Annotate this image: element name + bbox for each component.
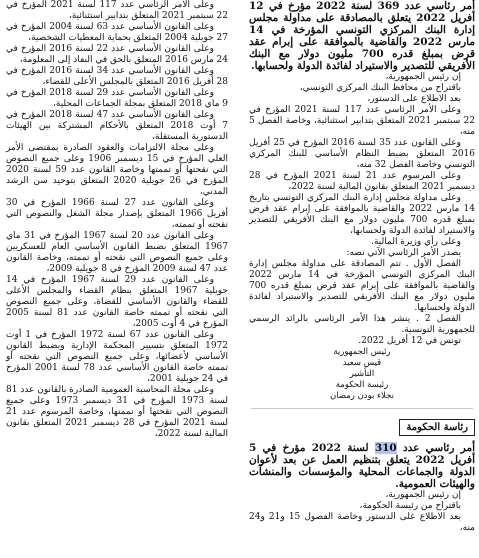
decree-369-preamble-6: وعلى المرسوم عدد 21 لسنة 2021 المؤرخ في 28 ديسمبر 2021 المتعلق بقانون المالية لسنة 2022، xyxy=(249,171,475,192)
decree-369-article-1: الفصل الأول . تتم المصادقة على مداولة مجلس إدارة البنك المركزي التونسي المؤرخة في 14 مارس 2022 والقاضية بالموافقة على إبرام عقد قرض بمبلغ قدره 700 مليون دولار مع البنك الأفريقي للتصدير والاستيراد لفائدة الدولة ولحسابها. xyxy=(249,259,475,313)
decree-369-preamble-4: وعلى الأمر الرئاسي عدد 117 لسنة 2021 المؤرخ في 22 سبتمبر 2021 المتعلق بتدابير استثنائية، وخاصة الفصل 5 منه، xyxy=(249,105,475,137)
decree-310-preamble-1: إن رئيس الجمهورية، xyxy=(385,490,461,500)
countersign-name: نجلاء بودن رمضان xyxy=(330,391,394,401)
countersign-label: التأشير xyxy=(349,369,375,379)
legal-reference: وعلى القانون عدد 67 لسنة 1972 المؤرخ في 1 أوت 1972 المتعلق بتسيير المحكمة الإدارية وبضبط القانون الأساسي لأعضائها، وعلى جميع النصوص التي نقحته أو تممته خاصة القانون الأساسي عدد 78 لسنة 2001 المؤرخ في 24 جويلية 2001، xyxy=(6,330,228,384)
decree-310-continued xyxy=(6,0,228,440)
decree-369 xyxy=(249,0,475,402)
legal-reference: وعلى القانون عدد 29 لسنة 1967 المؤرخ في 14 جويلية 1967 المتعلق بنظام القضاء والمجلس الأعلى للقضاء والقانون الأساسي للقضاة، وعلى جميع النصوص التي نقحته أو تممته خاصة القانون عدد 81 لسنة 2005 المؤرخ في 4 أوت 2005، xyxy=(6,275,228,329)
decree-369-date: تونس في 12 أفريل 2022. xyxy=(358,336,461,346)
left-column xyxy=(2,0,232,558)
decree-310-title xyxy=(249,442,475,490)
decree-310-number-highlight: 310 xyxy=(374,442,397,454)
legal-reference: وعلى القانون الأساسي عدد 63 لسنة 2004 المؤرخ في 27 جويلية 2004 المتعلق بحماية المعطيات الشخصية، xyxy=(6,22,228,43)
right-column xyxy=(245,0,479,558)
section-header xyxy=(249,415,475,442)
legal-reference: وعلى القانون الأساسي عدد 22 لسنة 2016 المؤرخ في 24 مارس 2016 المتعلق بالحق في النفاذ إلى المعلومة، xyxy=(6,44,228,65)
decree-369-preamble-2: باقتراح من محافظ البنك المركزي التونسي، xyxy=(299,83,461,93)
legal-reference: وعلى القانون الأساسي عدد 29 لسنة 2018 المؤرخ في 9 ماي 2018 المتعلق بمجلة الجماعات المحلية، xyxy=(6,88,228,109)
decree-369-preamble-9: يصدر الأمر الرئاسي الآتي نصه: xyxy=(346,248,461,258)
countersign-title: رئيسة الحكومة xyxy=(335,380,389,390)
decree-369-article-2: الفصل 2 . ينشر هذا الأمر الرئاسي بالرائد الرسمي للجمهورية التونسية. xyxy=(249,314,475,335)
decree-369-preamble-5: وعلى القانون عدد 35 لسنة 2016 المؤرخ في 25 أفريل 2016 المتعلق بضبط النظام الأساسي للبنك المركزي التونسي وخاصة الفصل 32 منه، xyxy=(249,138,475,170)
signature-president-title: رئيس الجمهورية xyxy=(333,347,391,357)
section-title-box: رئاسة الحكومة xyxy=(399,419,475,436)
decree-310-title-before: أمر رئاسي عدد xyxy=(396,442,475,454)
decree-310-preamble-2: باقتراح من رئيسة الحكومة، xyxy=(359,501,461,511)
decree-369-preamble-1: إن رئيس الجمهورية، xyxy=(385,72,461,82)
decree-369-title: أمر رئاسي عدد 369 لسنة 2022 مؤرخ في 12 أفريل 2022 يتعلق بالمصادقة على مداولة مجلس إدارة البنك المركزي التونسي المؤرخة في 14 مارس 2022 والقاضية بالموافقة على إبرام عقد قرض بمبلغ قدره 700 مليون دولار مع البنك الأفريقي للتصدير والاستيراد لفائدة الدولة ولحسابها. xyxy=(249,0,475,72)
legal-reference: وعلى القانون الأساسي عدد 47 لسنة 2018 المؤرخ في 7 أوت 2018 المتعلق بالأحكام المشتركة بين الهيئات الدستورية المستقلة، xyxy=(6,110,228,142)
legal-reference: وعلى مجلة المحاسبة العمومية الصادرة بالقانون عدد 81 لسنة 1973 المؤرخ في 31 ديسمبر 1973 وعلى جميع النصوص التي نقحتها أو تممتها، وخاصة المرسوم عدد 21 لسنة 2021 المؤرخ في 28 ديسمبر 2021 المتعلق بقانون المالية لسنة 2022، xyxy=(6,385,228,439)
legal-reference: وعلى مجلة الالتزامات والعقود الصادرة بمقتضى الأمر العلي المؤرخ في 15 ديسمبر 1906 وعلى جميع النصوص التي نقحتها أو تممتها وخاصة القانون عدد 59 لسنة 2020 المؤرخ في 26 جويلية 2020 المتعلق بتوحيد سن الرشد المدني، xyxy=(6,143,229,197)
decree-369-preamble-7: وعلى مداولة مجلس إدارة البنك المركزي التونسي بتاريخ 14 مارس 2022 والقاضية بالموافقة على إبرام عقد قرض بمبلغ قدره 700 مليون دولار مع البنك الأفريقي للتصدير والاستيراد لفائدة الدولة ولحسابها، xyxy=(249,193,475,236)
legal-reference: وعلى القانون الأساسي عدد 34 لسنة 2016 المؤرخ في 28 أفريل 2016 المتعلق بالمجلس الأعلى للقضاء، xyxy=(6,66,228,87)
signature-president-name: قيس سعيد xyxy=(342,358,382,368)
decree-369-preamble-3: بعد الاطلاع على الدستور، xyxy=(367,94,461,104)
decree-310 xyxy=(249,442,475,534)
decree-310-title-after: لسنة 2022 مؤرخ في 5 أفريل 2022 يتعلق بتنظيم العمل عن بعد لأعوان الدولة والجماعات المحلية والمؤسسات والمنشآت والهيئات العمومية. xyxy=(249,442,475,490)
decree-369-preamble-8: وعلى رأي وزيرة المالية. xyxy=(371,237,461,247)
legal-reference: وعلى القانون عدد 27 لسنة 1966 المؤرخ في 30 أفريل 1966 المتعلق بإصدار مجلة الشغل والنصوص التي نقحته أو تممته، xyxy=(6,198,229,230)
decree-310-preamble-3: بعد الاطلاع على الدستور وخاصة الفصول 15 و21 و24 منه، xyxy=(249,512,475,533)
section-divider xyxy=(251,408,473,409)
legal-reference: وعلى القانون عدد 20 لسنة 1967 المؤرخ في 31 ماي 1967 المتعلق بضبط القانون الأساسي العام للعسكريين وعلى جميع النصوص التي نقحته أو تممته، وخاصة القانون عدد 47 لسنة 2009 المؤرخ في 8 جويلية 2009، xyxy=(6,231,228,274)
legal-reference: وعلى الأمر الرئاسي عدد 117 لسنة 2021 المؤرخ في 22 سبتمبر 2021 المتعلق بتدابير استثنائية، xyxy=(6,0,228,21)
